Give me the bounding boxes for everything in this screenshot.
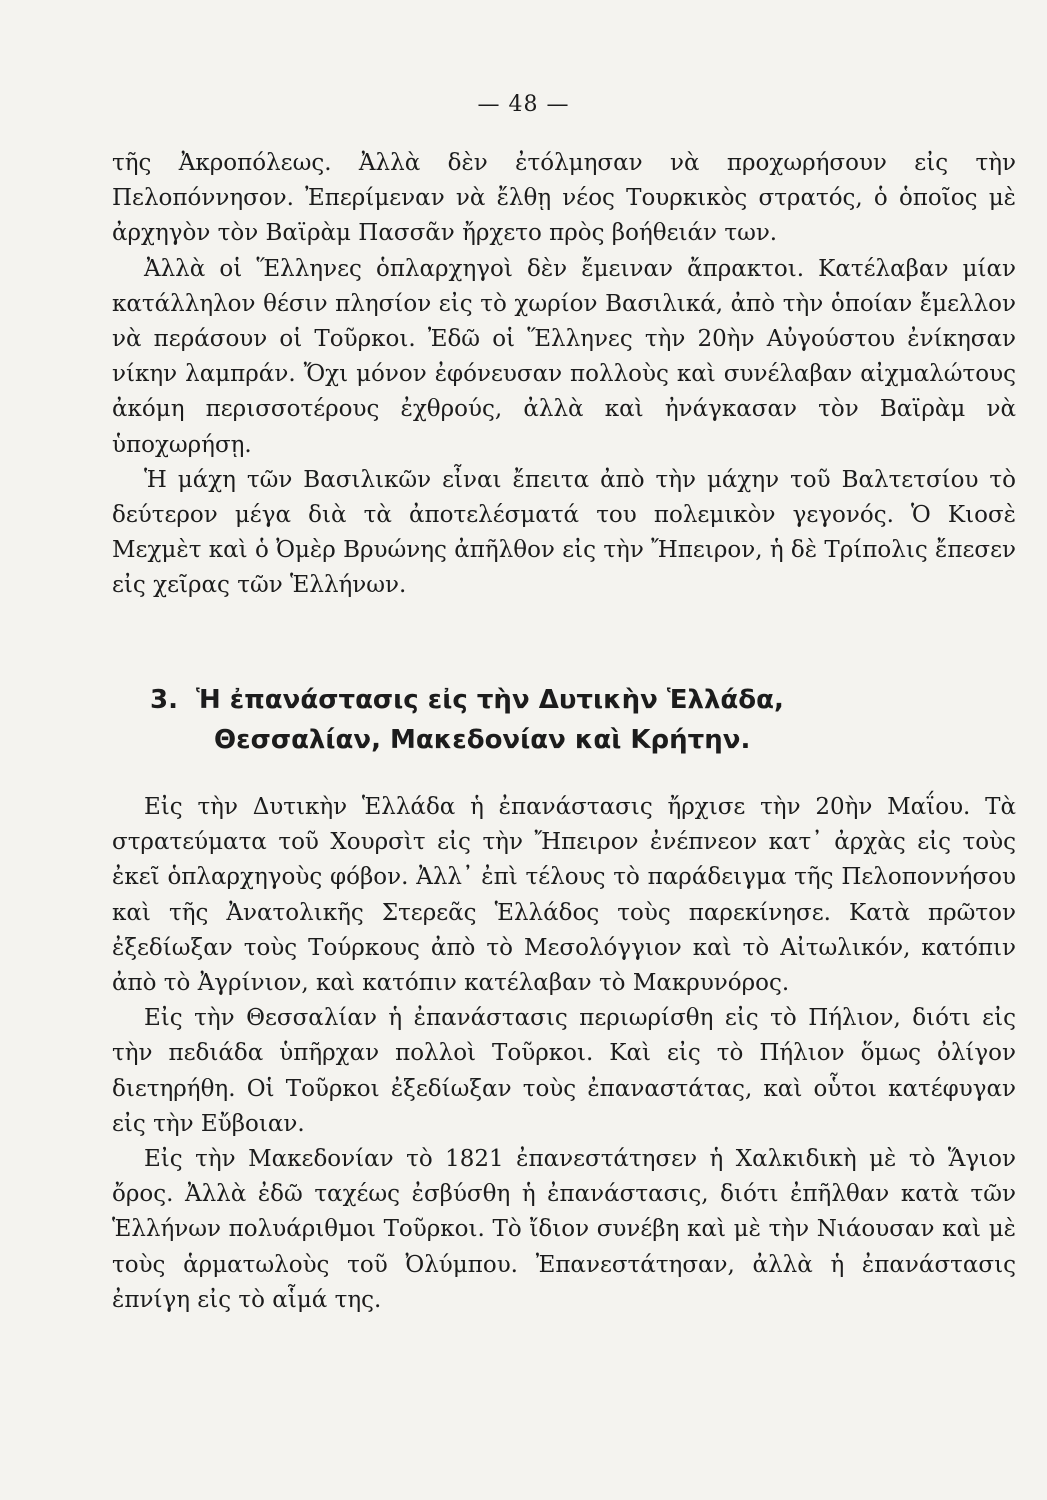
page-number: — 48 — — [477, 92, 570, 117]
paragraph: Εἰς τὴν Δυτικὴν Ἑλλάδα ἡ ἐπανάστασις ἤρχισε τὴν 20ὴν Μαΐου. Τὰ στρατεύματα τοῦ Χουρσὶτ εἰς τὴν Ἤπειρον ἐνέπνεον κατ᾽ ἀρχὰς εἰς τοὺς ἐκεῖ ὁπλαρχηγοὺς φόβον. Ἀλλ᾽ ἐπὶ τέλους τὸ παράδειγμα τῆς Πελοποννήσου καὶ τῆς Ἀνατολικῆς Στερεᾶς Ἑλλάδος τοὺς παρεκίνησε. Κατὰ πρῶτον ἐξεδίωξαν τοὺς Τούρκους ἀπὸ τὸ Μεσολόγγιον καὶ τὸ Αἰτωλικόν, κατόπιν ἀπὸ τὸ Ἀγρίνιον, καὶ κατόπιν κατέλαβαν τὸ Μακρυνόρος. — [112, 794, 1016, 997]
section-heading — [150, 680, 970, 760]
paragraph: Ἡ μάχη τῶν Βασιλικῶν εἶναι ἔπειτα ἀπὸ τὴν μάχην τοῦ Βαλτετσίου τὸ δεύτερον μέγα διὰ τὰ ἀποτελέσματά του πολεμικὸν γεγονός. Ὁ Κιοσὲ Μεχμὲτ καὶ ὁ Ὀμὲρ Βρυώνης ἀπῆλθον εἰς τὴν Ἤπειρον, ἡ δὲ Τρίπολις ἔπεσεν εἰς χεῖρας τῶν Ἑλλήνων. — [112, 466, 1017, 599]
section-title-line-1: Ἡ ἐπανάστασις εἰς τὴν Δυτικὴν Ἑλλάδα, — [195, 685, 784, 715]
paragraph: Εἰς τὴν Μακεδονίαν τὸ 1821 ἐπανεστάτησεν ἡ Χαλκιδικὴ μὲ τὸ Ἅγιον ὄρος. Ἀλλὰ ἐδῶ ταχέως ἐσβύσθη ἡ ἐπανάστασις, διότι ἐπῆλθαν κατὰ τῶν Ἑλλήνων πολυάριθμοι Τοῦρκοι. Τὸ ἴδιον συνέβη καὶ μὲ τὴν Νιάουσαν καὶ μὲ τοὺς ἁρματωλοὺς τοῦ Ὀλύμπου. Ἐπανεστάτησαν, ἀλλὰ ἡ ἐπανάστασις ἐπνίγη εἰς τὸ αἷμά της. — [112, 1146, 1016, 1313]
text-block-section-3 — [112, 790, 1016, 1318]
paragraph: Εἰς τὴν Θεσσαλίαν ἡ ἐπανάστασις περιωρίσθη εἰς τὸ Πήλιον, διότι εἰς τὴν πεδιάδα ὑπῆρχαν πολλοὶ Τοῦρκοι. Καὶ εἰς τὸ Πήλιον ὅμως ὀλίγον διετηρήθη. Οἱ Τοῦρκοι ἐξεδίωξαν τοὺς ἐπαναστάτας, καὶ οὗτοι κατέφυγαν εἰς τὴν Εὔβοιαν. — [112, 1005, 1016, 1137]
text-block-continuation — [112, 146, 1016, 604]
section-number: 3. — [150, 685, 178, 715]
paragraph: τῆς Ἀκροπόλεως. Ἀλλὰ δὲν ἐτόλμησαν νὰ προχωρήσουν εἰς τὴν Πελοπόννησον. Ἐπερίμεναν νὰ ἔλθῃ νέος Τουρκικὸς στρατός, ὁ ὁποῖος μὲ ἀρχηγὸν τὸν Βαϊρὰμ Πασσᾶν ἤρχετο πρὸς βοήθειάν των. — [112, 150, 1016, 247]
paragraph: Ἀλλὰ οἱ Ἕλληνες ὁπλαρχηγοὶ δὲν ἔμειναν ἄπρακτοι. Κατέλαβαν μίαν κατάλληλον θέσιν πλησίον εἰς τὸ χωρίον Βασιλικά, ἀπὸ τὴν ὁποίαν ἔμελλον νὰ περάσουν οἱ Τοῦρκοι. Ἐδῶ οἱ Ἕλληνες τὴν 20ὴν Αὐγούστου ἐνίκησαν νίκην λαμπράν. Ὄχι μόνον ἐφόνευσαν πολλοὺς καὶ συνέλαβαν αἰχμαλώτους ἀκόμη περισσοτέρους ἐχθρούς, ἀλλὰ καὶ ἠνάγκασαν τὸν Βαϊρὰμ νὰ ὑποχωρήσῃ. — [112, 255, 1016, 458]
section-title-line-2: Θεσσαλίαν, Μακεδονίαν καὶ Κρήτην. — [214, 725, 751, 755]
